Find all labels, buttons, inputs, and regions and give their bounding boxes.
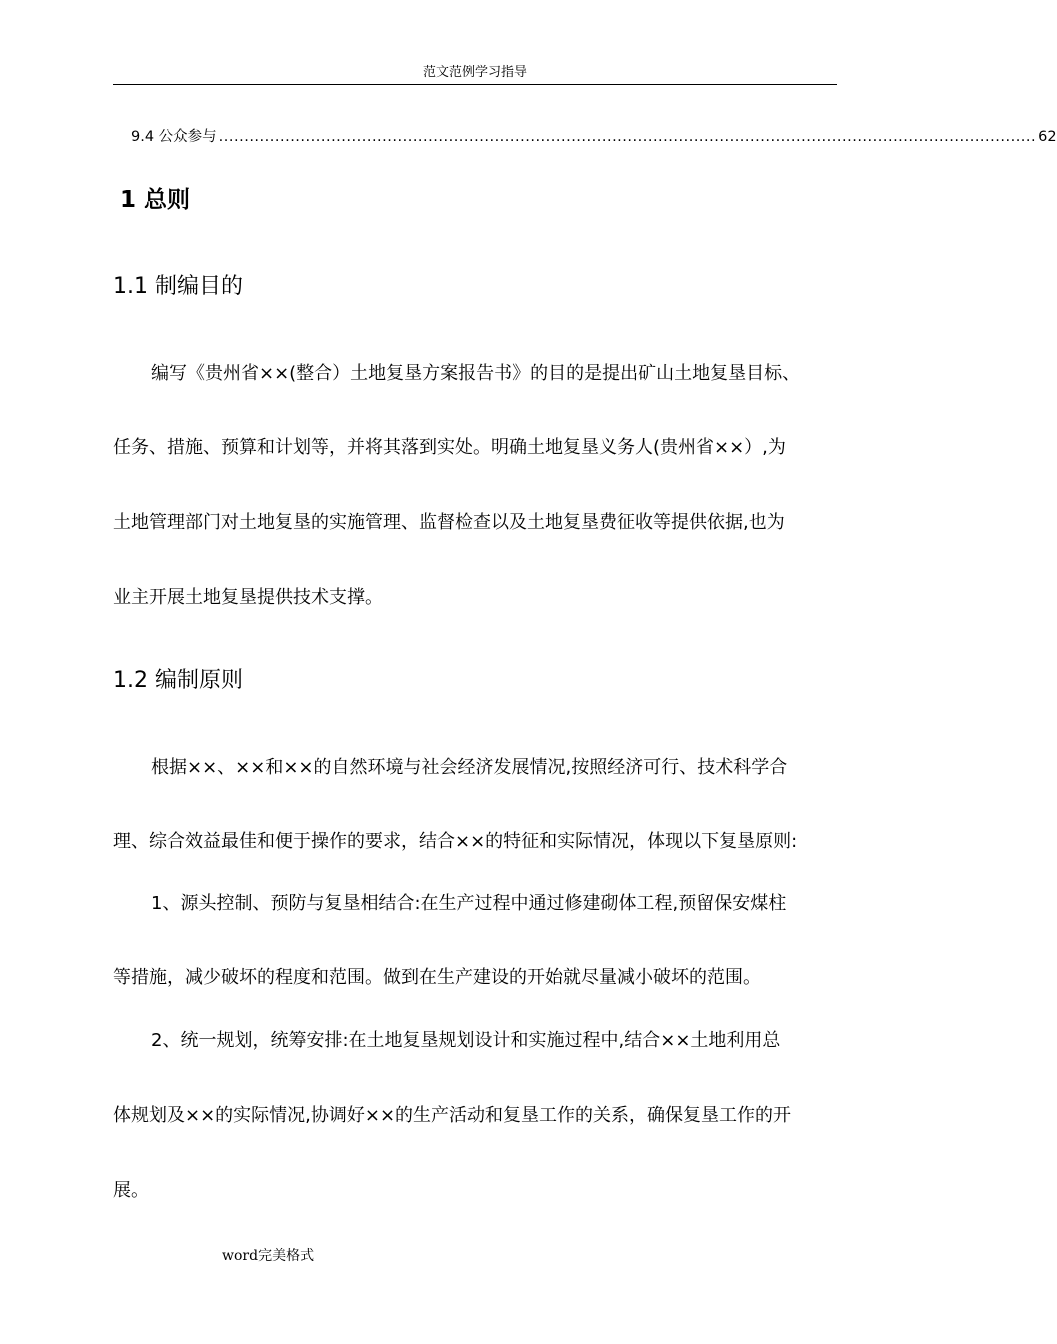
toc-page-number: 62 xyxy=(1038,129,1057,145)
paragraph-line: 理、综合效益最佳和便于操作的要求，结合××的特征和实际情况，体现以下复垦原则: xyxy=(113,831,798,852)
paragraph-line: 业主开展土地复垦提供技术支撑。 xyxy=(113,587,383,608)
list-item-line: 2、统一规划，统筹安排:在土地复垦规划设计和实施过程中,结合××土地利用总 xyxy=(151,1030,781,1051)
section-heading-1-1: 1.1 制编目的 xyxy=(113,274,243,299)
chapter-heading: 1 总则 xyxy=(120,187,191,213)
section-heading-1-2: 1.2 编制原则 xyxy=(113,668,243,693)
paragraph-line: 根据××、××和××的自然环境与社会经济发展情况,按照经济可行、技术科学合 xyxy=(151,757,788,778)
page-header: 范文范例学习指导 xyxy=(422,65,527,80)
toc-entry[interactable] xyxy=(131,127,1057,147)
paragraph-line: 编写《贵州省××(整合）土地复垦方案报告书》的目的是提出矿山土地复垦目标、 xyxy=(151,363,801,384)
header-rule xyxy=(113,84,837,85)
list-item-line: 等措施，减少破坏的程度和范围。做到在生产建设的开始就尽量减小破坏的范围。 xyxy=(113,967,761,988)
list-item-line: 体规划及××的实际情况,协调好××的生产活动和复垦工作的关系，确保复垦工作的开 xyxy=(113,1105,792,1126)
list-item-line: 展。 xyxy=(113,1180,149,1201)
toc-leader-dots: ................................................................................................................................................................ xyxy=(218,129,1037,145)
page-footer: word完美格式 xyxy=(222,1248,315,1264)
list-item-line: 1、源头控制、预防与复垦相结合:在生产过程中通过修建砌体工程,预留保安煤柱 xyxy=(151,893,787,914)
paragraph-line: 土地管理部门对土地复垦的实施管理、监督检查以及土地复垦费征收等提供依据,也为 xyxy=(113,512,785,533)
toc-entry-label: 9.4 公众参与 xyxy=(131,129,217,145)
paragraph-line: 任务、措施、预算和计划等，并将其落到实处。明确土地复垦义务人(贵州省××）,为 xyxy=(113,437,786,458)
